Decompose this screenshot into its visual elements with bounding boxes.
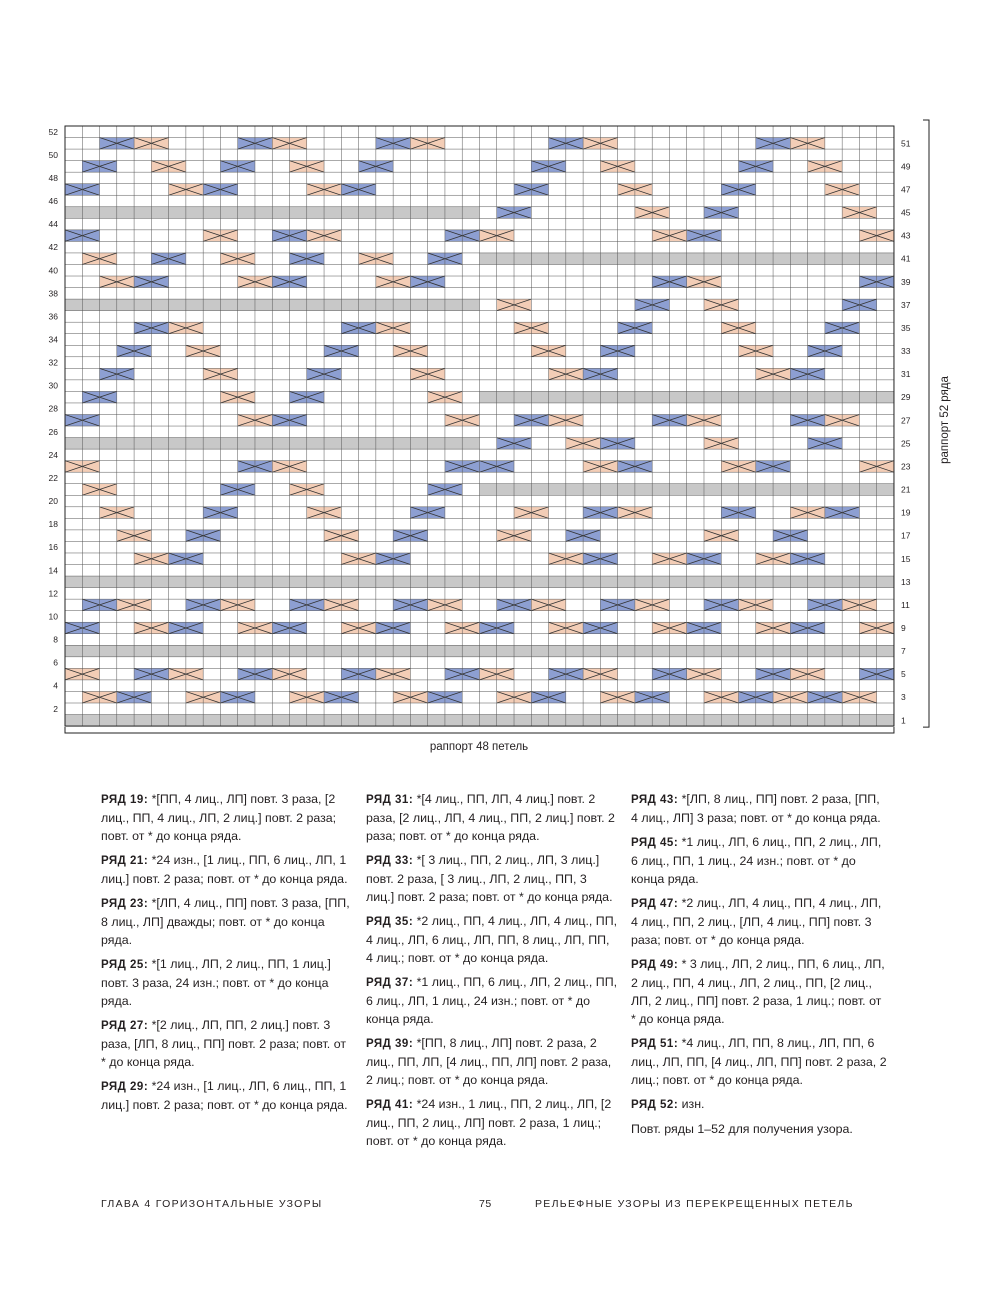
row-text: *2 лиц., ЛП, 4 лиц., ПП, 4 лиц., ЛП, 4 лиц., ПП, 2 лиц., [ЛП, 4 лиц., ПП] повт. 3 раза; повт. от * до конца ряда. [631,896,882,947]
instruction-row [101,894,353,949]
row-number-left: 48 [48,172,58,183]
row-number-right: 45 [901,207,911,218]
row-number-right: 31 [901,369,911,380]
row-number-left: 10 [48,611,58,622]
row-text: *[ПП, 8 лиц., ЛП] повт. 2 раза, 2 лиц., ПП, ЛП, [4 лиц., ПП, ЛП] повт. 2 раза, 2 лиц.; повт. от * до конца ряда. [366,1036,612,1087]
instruction-row [631,1120,889,1138]
row-number-left: 16 [48,542,58,553]
row-label: РЯД 49: [631,959,679,971]
row-number-left: 50 [48,149,58,160]
row-number-right: 29 [901,392,911,403]
row-label: РЯД 43: [631,794,679,806]
instruction-row [631,894,889,949]
row-number-right: 33 [901,346,911,357]
row-number-right: 9 [901,622,906,633]
instruction-row [101,790,353,845]
row-label: РЯД 51: [631,1038,679,1050]
row-label: РЯД 27: [101,1020,149,1032]
instruction-row [366,851,618,906]
row-number-left: 26 [48,426,58,437]
row-number-right: 23 [901,461,911,472]
row-label: РЯД 37: [366,977,414,989]
row-number-right: 25 [901,438,911,449]
instruction-row [101,955,353,1010]
row-number-right: 1 [901,715,906,726]
instruction-row [631,1034,889,1089]
row-number-left: 24 [48,449,58,460]
row-text: *[ 3 лиц., ПП, 2 лиц., ЛП, 3 лиц.] повт. 2 раза, [ 3 лиц., ЛП, 2 лиц., ПП, 3 лиц.] повт. 2 раза; повт. от * до конца ряда. [366,853,613,904]
row-number-left: 4 [53,680,58,691]
row-number-left: 18 [48,519,58,530]
instruction-row [101,1016,353,1071]
row-number-right: 39 [901,276,911,287]
instruction-row [101,851,353,888]
row-number-left: 30 [48,380,58,391]
row-number-left: 52 [48,126,58,137]
row-number-left: 44 [48,219,58,230]
page-number: 75 [479,1198,492,1210]
row-text: *24 изн., [1 лиц., ЛП, 6 лиц., ПП, 1 лиц.] повт. 2 раза; повт. от * до конца ряда. [101,1079,348,1112]
row-text: *1 лиц., ЛП, 6 лиц., ПП, 2 лиц., ЛП, 6 лиц., ПП, 1 лиц., 24 изн.; повт. от * до конца ряда. [631,835,882,886]
instructions-column-2 [366,790,618,1156]
instruction-row [631,833,889,888]
row-number-left: 36 [48,311,58,322]
row-text: *24 изн., 1 лиц., ПП, 2 лиц., ЛП, [2 лиц., ПП, 2 лиц., ЛП] повт. 2 раза, 1 лиц.; повт. от * до конца ряда. [366,1097,612,1148]
row-number-left: 40 [48,265,58,276]
row-number-right: 5 [901,669,906,680]
instruction-row [366,1095,618,1150]
row-number-right: 7 [901,646,906,657]
row-number-left: 14 [48,565,58,576]
row-number-left: 28 [48,403,58,414]
instruction-row [631,1095,889,1114]
row-label: РЯД 35: [366,916,414,928]
instructions-column-1 [101,790,353,1120]
row-label: РЯД 21: [101,855,149,867]
row-text: *[1 лиц., ЛП, 2 лиц., ПП, 1 лиц.] повт. 3 раза, 24 изн.; повт. от * до конца ряда. [101,957,331,1008]
row-number-right: 15 [901,553,911,564]
row-number-right: 3 [901,692,906,703]
row-repeat-bracket [923,120,929,727]
row-label: РЯД 29: [101,1081,149,1093]
row-label: РЯД 31: [366,794,414,806]
row-number-right: 47 [901,184,911,195]
row-number-right: 49 [901,161,911,172]
row-text: *2 лиц., ПП, 4 лиц., ЛП, 4 лиц., ПП, 4 лиц., ЛП, 6 лиц., ЛП, ПП, 8 лиц., ЛП, ПП, 4 лиц.; повт. от * до конца ряда. [366,914,618,965]
row-number-right: 19 [901,507,911,518]
row-label: РЯД 25: [101,959,149,971]
row-text: * 3 лиц., ЛП, 2 лиц., ПП, 6 лиц., ЛП, 2 лиц., ПП, 4 лиц., ЛП, 2 лиц., ПП, [2 лиц., ЛП, 2 лиц., ПП] повт. 2 раза, 1 лиц.; повт. от * до конца ряда. [631,957,885,1026]
row-text: *24 изн., [1 лиц., ПП, 6 лиц., ЛП, 1 лиц.] повт. 2 раза; повт. от * до конца ряда. [101,853,348,886]
row-label: РЯД 23: [101,898,149,910]
stitch-repeat-label: раппорт 48 петель [429,741,529,753]
row-number-right: 51 [901,138,911,149]
instruction-row [366,973,618,1028]
row-number-left: 6 [53,657,58,668]
row-text: Повт. ряды 1–52 для получения узора. [631,1122,853,1136]
row-number-left: 22 [48,472,58,483]
row-number-right: 35 [901,322,911,333]
row-number-right: 41 [901,253,911,264]
row-label: РЯД 41: [366,1099,414,1111]
stitch-repeat-bracket [65,727,894,733]
row-number-right: 43 [901,230,911,241]
row-text: изн. [678,1097,705,1111]
instruction-row [631,955,889,1028]
row-number-left: 32 [48,357,58,368]
row-number-right: 17 [901,530,911,541]
row-number-left: 12 [48,588,58,599]
row-number-left: 8 [53,634,58,645]
row-number-left: 34 [48,334,58,345]
row-label: РЯД 45: [631,837,679,849]
row-number-right: 27 [901,415,911,426]
row-label: РЯД 47: [631,898,679,910]
instruction-row [366,1034,618,1089]
row-number-left: 20 [48,496,58,507]
row-number-right: 37 [901,299,911,310]
chapter-title: ГЛАВА 4 ГОРИЗОНТАЛЬНЫЕ УЗОРЫ [101,1198,323,1210]
instructions-column-3 [631,790,889,1144]
row-label: РЯД 33: [366,855,414,867]
row-text: *[4 лиц., ПП, ЛП, 4 лиц.] повт. 2 раза, [2 лиц., ЛП, 4 лиц., ПП, 2 лиц.] повт. 2 раза; повт. от * до конца ряда. [366,792,615,843]
row-number-right: 13 [901,576,911,587]
section-title: РЕЛЬЕФНЫЕ УЗОРЫ ИЗ ПЕРЕКРЕЩЕННЫХ ПЕТЕЛЬ [535,1198,854,1210]
row-text: *[ПП, 4 лиц., ЛП] повт. 3 раза, [2 лиц., ПП, 4 лиц., ЛП, 2 лиц.] повт. 2 раза; повт. от * до конца ряда. [101,792,337,843]
row-label: РЯД 52: [631,1099,679,1111]
row-text: *1 лиц., ПП, 6 лиц., ЛП, 2 лиц., ПП, 6 лиц., ЛП, 1 лиц., 24 изн.; повт. от * до конца ряда. [366,975,618,1026]
row-number-left: 2 [53,703,58,714]
instruction-row [366,912,618,967]
row-repeat-label: раппорт 52 ряда [939,376,951,464]
row-number-right: 21 [901,484,911,495]
row-text: *[ЛП, 8 лиц., ПП] повт. 2 раза, [ПП, 4 лиц., ЛП] 3 раза; повт. от * до конца ряда. [631,792,881,825]
row-text: *4 лиц., ЛП, ПП, 8 лиц., ЛП, ПП, 6 лиц., ЛП, ПП, [4 лиц., ЛП, ПП] повт. 2 раза, 2 лиц.; повт. от * до конца ряда. [631,1036,887,1087]
row-number-right: 11 [901,599,910,610]
instruction-row [366,790,618,845]
row-number-left: 38 [48,288,58,299]
row-number-left: 46 [48,196,58,207]
instruction-row [101,1077,353,1114]
row-text: *[ЛП, 4 лиц., ПП] повт. 3 раза, [ПП, 8 лиц., ЛП] дважды; повт. от * до конца ряда. [101,896,350,947]
row-label: РЯД 39: [366,1038,414,1050]
row-number-left: 42 [48,242,58,253]
row-label: РЯД 19: [101,794,149,806]
row-text: *[2 лиц., ЛП, ПП, 2 лиц.] повт. 3 раза, [ЛП, 8 лиц., ПП] повт. 2 раза; повт. от * до конца ряда. [101,1018,346,1069]
instruction-row [631,790,889,827]
